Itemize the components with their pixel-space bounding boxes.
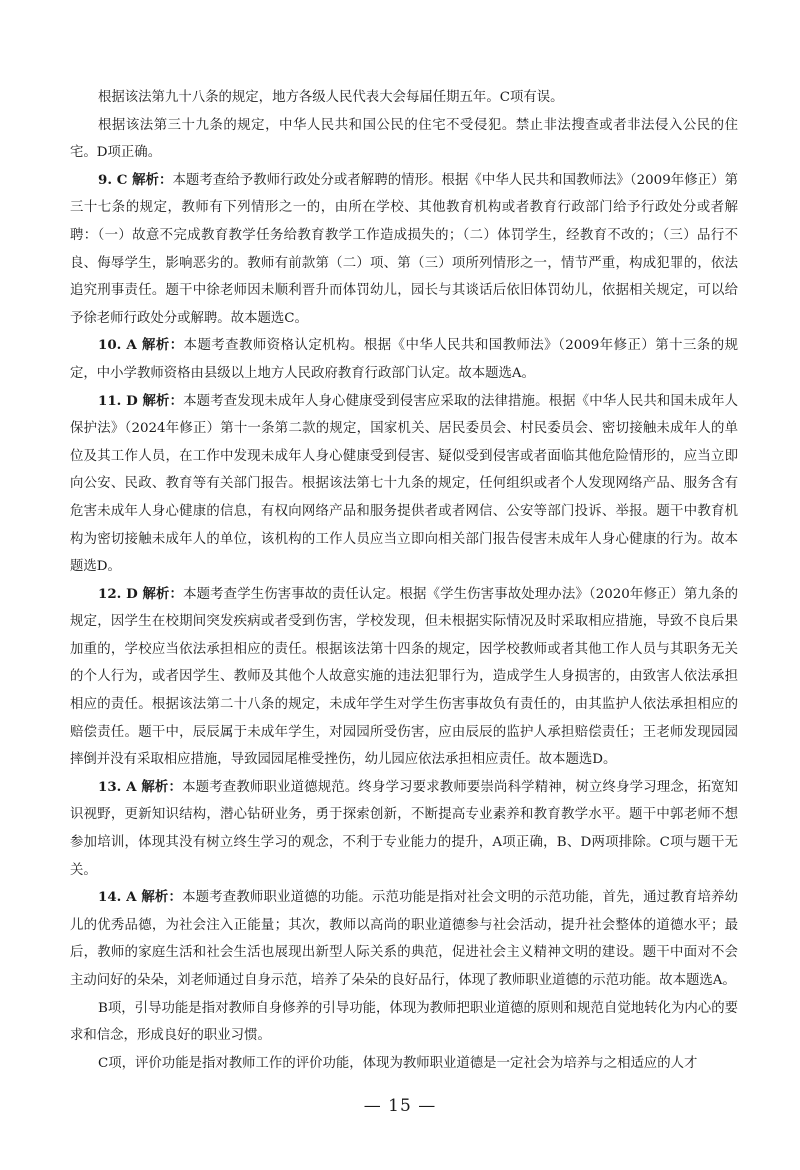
answer-text: 本题考查教师资格认定机构。根据《中华人民共和国教师法》（2009年修正）第十三条的规定，中小学教师资格由县级以上地方人民政府教育行政部门认定。故本题选A。: [70, 338, 738, 381]
paragraph-law-98: [70, 84, 738, 112]
paragraph-option-c: [70, 1050, 738, 1078]
answer-lead: 14. A 解析：: [98, 889, 183, 906]
answer-10: [70, 332, 738, 387]
answer-lead: 11. D 解析：: [98, 392, 184, 409]
answer-text: 本题考查教师职业道德的功能。示范功能是指对社会文明的示范功能，首先，通过教育培养幼儿的优秀品德，为社会注入正能量；其次，教师以高尚的职业道德参与社会活动，提升社会整体的道德水平；最后，教师的家庭生活和社会生活也展现出新型人际关系的典范，促进社会主义精神文明的建设。题干中面对不会主动问好的朵朵，刘老师通过自身示范，培养了朵朵的良好品行，体现了教师职业道德的示范功能。故本题选A。: [70, 890, 739, 988]
answer-lead: 9. C 解析：: [98, 171, 173, 188]
answer-explanations: [70, 84, 738, 1077]
answer-text: 本题考查发现未成年人身心健康受到侵害应采取的法律措施。根据《中华人民共和国未成年人保护法》（2024年修正）第十一条第二款的规定，国家机关、居民委员会、村民委员会、密切接触未成年人的单位及其工作人员，在工作中发现未成年人身心健康受到侵害、疑似受到侵害或者面临其他危险情形的，应当立即向公安、民政、教育等有关部门报告。根据该法第七十九条的规定，任何组织或者个人发现网络产品、服务含有危害未成年人身心健康的信息，有权向网络产品和服务提供者或者网信、公安等部门投诉、举报。题干中教育机构为密切接触未成年人的单位，该机构的工作人员应当立即向相关部门报告侵害未成年人身心健康的行为。故本题选D。: [70, 393, 739, 575]
answer-text: 本题考查给予教师行政处分或者解聘的情形。根据《中华人民共和国教师法》（2009年修正）第三十七条的规定，教师有下列情形之一的，由所在学校、其他教育机构或者教育行政部门给予行政处分或者解聘：（一）故意不完成教育教学任务给教育教学工作造成损失的；（二）体罚学生，经教育不改的；（三）品行不良、侮辱学生，影响恶劣的。教师有前款第（二）项、第（三）项所列情形之一，情节严重，构成犯罪的，依法追究刑事责任。题干中徐老师因未顺利晋升而体罚幼儿，园长与其谈话后依旧体罚幼儿，依据相关规定，可以给予徐老师行政处分或解聘。故本题选C。: [70, 172, 738, 326]
answer-14: [70, 884, 738, 994]
answer-text: 本题考查教师职业道德规范。终身学习要求教师要崇尚科学精神，树立终身学习理念，拓宽知识视野，更新知识结构，潜心钻研业务，勇于探索创新，不断提高专业素养和教育教学水平。题干中郭老师不想参加培训，体现其没有树立终生学习的观念，不利于专业能力的提升，A项正确，B、D两项排除。C项与题干无关。: [70, 779, 739, 878]
paragraph-option-b: [70, 995, 738, 1050]
page-number: — 15 —: [363, 1096, 437, 1116]
answer-11: [70, 388, 738, 581]
answer-lead: 12. D 解析：: [98, 585, 184, 602]
answer-text: 本题考查学生伤害事故的责任认定。根据《学生伤害事故处理办法》（2020年修正）第九条的规定，因学生在校期间突发疾病或者受到伤害，学校发现，但未根据实际情况及时采取相应措施，导致不良后果加重的，学校应当依法承担相应的责任。根据该法第十四条的规定，因学校教师或者其他工作人员与其职务无关的个人行为，或者因学生、教师及其他个人故意实施的违法犯罪行为，造成学生人身损害的，由致害人依法承担相应的责任。根据该法第二十八条的规定，未成年学生对学生伤害事故负有责任的，由其监护人依法承担相应的赔偿责任。题干中，辰辰属于未成年学生，对园园所受伤害，应由辰辰的监护人承担赔偿责任；王老师发现园园摔倒并没有采取相应措施，导致园园尾椎受挫伤，幼儿园应依法承担相应责任。故本题选D。: [70, 586, 738, 768]
answer-lead: 13. A 解析：: [98, 778, 183, 795]
answer-lead: 10. A 解析：: [98, 337, 184, 354]
answer-12: [70, 581, 738, 774]
answer-9: [70, 167, 738, 333]
answer-13: [70, 774, 738, 884]
paragraph-law-39: [70, 112, 738, 167]
paragraph-text: 根据该法第九十八条的规定，地方各级人民代表大会每届任期五年。C项有误。: [98, 90, 564, 105]
paragraph-text: 根据该法第三十九条的规定，中华人民共和国公民的住宅不受侵犯。禁止非法搜查或者非法侵入公民的住宅。D项正确。: [70, 117, 738, 161]
paragraph-text: C项，评价功能是指对教师工作的评价功能，体现为教师职业道德是一定社会为培养与之相适应的人才: [98, 1055, 698, 1071]
paragraph-text: B项，引导功能是指对教师自身修养的引导功能，体现为教师把职业道德的原则和规范自觉地转化为内心的要求和信念，形成良好的职业习惯。: [70, 1000, 738, 1044]
